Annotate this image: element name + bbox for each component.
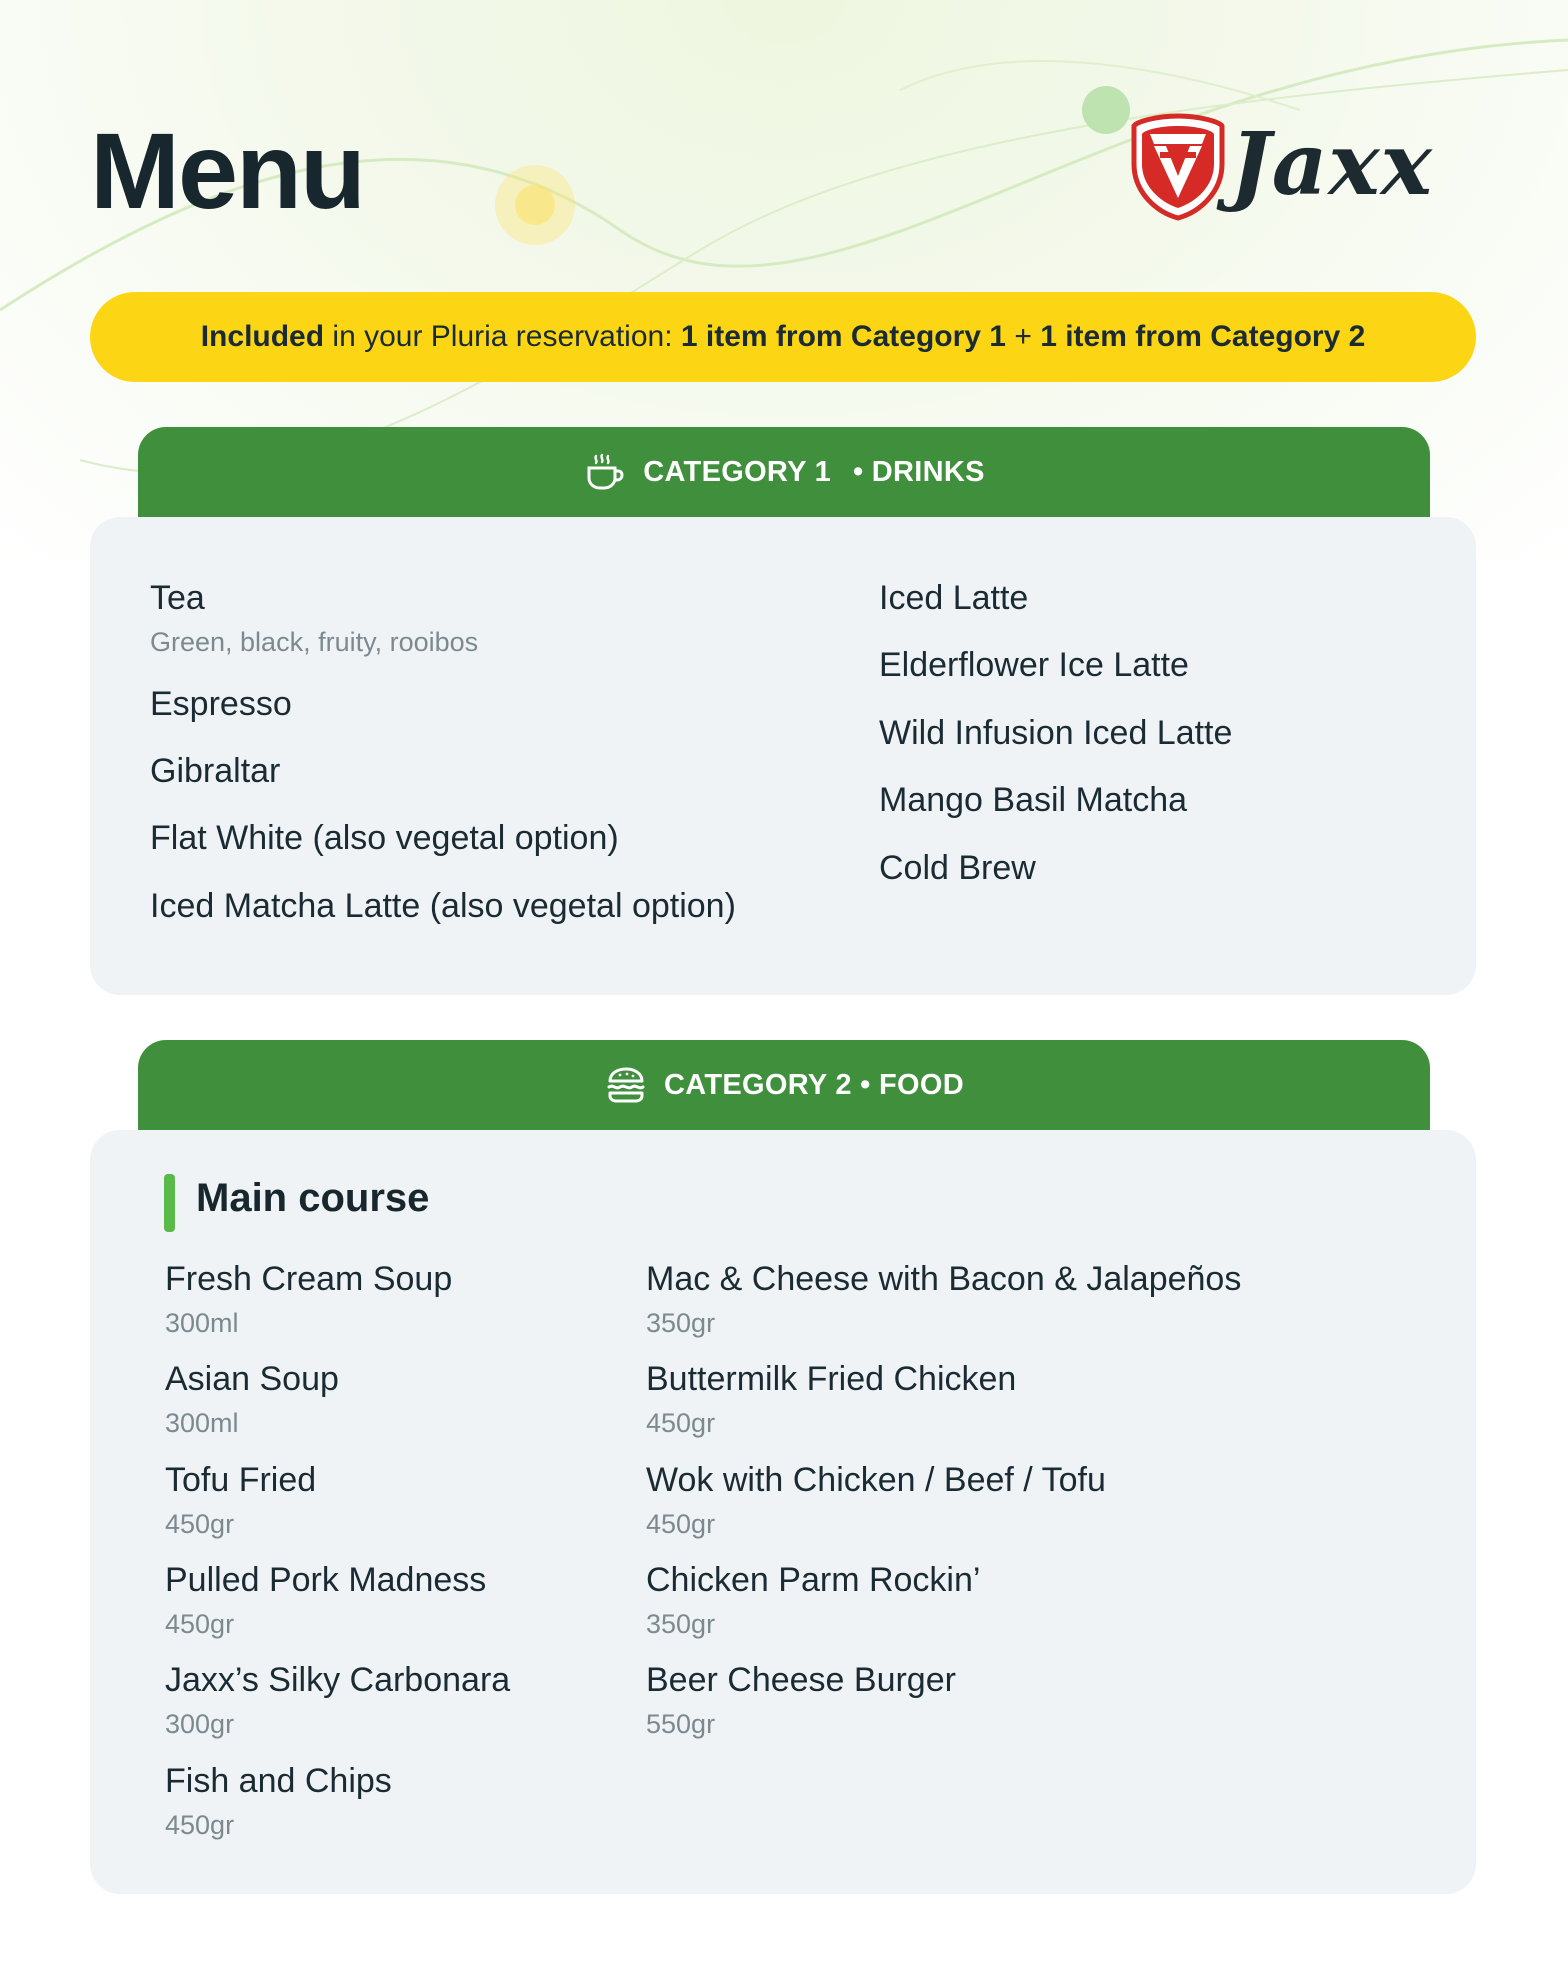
banner-item1: 1 item from Category 1 <box>680 320 1006 353</box>
drink-item: Elderflower Ice Latte <box>879 646 1189 684</box>
page-title: Menu <box>90 110 364 231</box>
food-quantity: 450gr <box>646 1509 716 1539</box>
reservation-banner <box>90 292 1476 382</box>
category2-header <box>138 1040 1430 1130</box>
jaxx-crest-icon <box>1130 112 1226 222</box>
food-quantity: 300ml <box>165 1408 239 1438</box>
drink-item: Mango Basil Matcha <box>879 781 1188 819</box>
food-quantity: 450gr <box>165 1810 235 1840</box>
drink-item: Wild Infusion Iced Latte <box>879 714 1233 752</box>
banner-middle: in your Pluria reservation: <box>324 320 681 353</box>
food-quantity: 550gr <box>646 1709 716 1739</box>
food-item: Tofu Fried <box>165 1461 317 1499</box>
food-quantity: 450gr <box>165 1509 235 1539</box>
food-item: Mac & Cheese with Bacon & Jalapeños <box>646 1260 1242 1298</box>
food-quantity: 300gr <box>165 1709 235 1739</box>
food-quantity: 300ml <box>165 1308 239 1338</box>
drink-item: Flat White (also vegetal option) <box>150 819 619 857</box>
category2-label: CATEGORY 2 • FOOD <box>664 1068 964 1101</box>
drink-item: Espresso <box>150 685 292 723</box>
category1-label: CATEGORY 1 <box>643 455 831 488</box>
coffee-cup-icon <box>583 450 627 494</box>
banner-plus: + <box>1005 320 1041 353</box>
drink-item: Cold Brew <box>879 849 1036 887</box>
food-item: Beer Cheese Burger <box>646 1661 956 1699</box>
category2-panel <box>90 1130 1476 1894</box>
drink-note: (also vegetal option) <box>420 887 736 925</box>
banner-item2: 1 item from Category 2 <box>1040 320 1366 353</box>
food-quantity: 450gr <box>165 1609 235 1639</box>
food-quantity: 350gr <box>646 1609 716 1639</box>
food-quantity: 350gr <box>646 1308 716 1338</box>
section-title: Main course <box>196 1176 430 1220</box>
banner-included: Included <box>200 320 325 353</box>
food-item: Jaxx’s Silky Carbonara <box>165 1661 511 1699</box>
food-quantity: 450gr <box>646 1408 716 1438</box>
food-item: Buttermilk Fried Chicken <box>646 1360 1017 1398</box>
section-marker <box>164 1174 175 1232</box>
food-item: Pulled Pork Madness <box>165 1561 487 1599</box>
drink-item: Gibraltar <box>150 752 281 790</box>
drink-description: Green, black, fruity, rooibos <box>150 627 479 657</box>
drink-item: Tea <box>150 579 205 617</box>
category1-header <box>138 427 1430 517</box>
food-item: Wok with Chicken / Beef / Tofu <box>646 1461 1106 1499</box>
food-item: Fresh Cream Soup <box>165 1260 453 1298</box>
burger-icon <box>604 1063 648 1107</box>
drink-note: (also vegetal option) <box>303 819 619 857</box>
category1-panel <box>90 517 1476 995</box>
food-item: Asian Soup <box>165 1360 339 1398</box>
brand-logo <box>1130 112 1470 224</box>
food-item: Chicken Parm Rockin’ <box>646 1561 981 1599</box>
drink-item: Iced Matcha Latte (also vegetal option) <box>150 887 736 925</box>
drink-item: Iced Latte <box>879 579 1029 617</box>
category1-type: • DRINKS <box>853 455 985 488</box>
brand-name: Jaxx <box>1230 114 1433 215</box>
food-item: Fish and Chips <box>165 1762 392 1800</box>
